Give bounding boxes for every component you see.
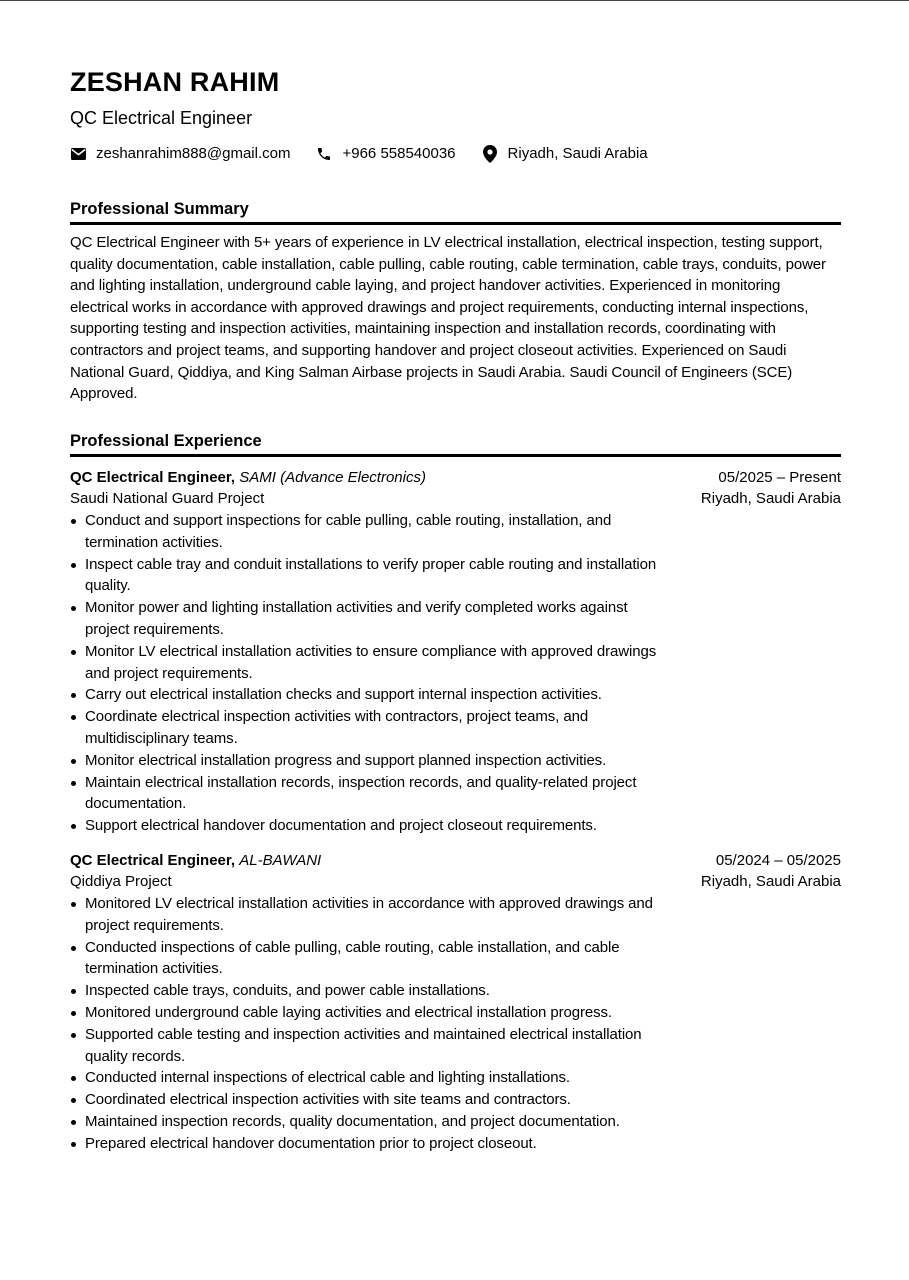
candidate-name: ZESHAN RAHIM bbox=[70, 67, 280, 97]
job-right bbox=[701, 850, 841, 893]
phone-text: +966 558540036 bbox=[342, 145, 456, 162]
email-text: zeshanrahim888@gmail.com bbox=[96, 145, 291, 162]
summary-text: QC Electrical Engineer with 5+ years of experience in LV electrical installation, electrical inspection, testing support, quality documentation, cable installation, cable pulling, cable routing, cable termination, cable trays, conduits, power and lighting installation, underground cable laying, and project handover activities. Experienced in monitoring electrical works in accordance with approved drawings and project requirements, conducting internal inspections, supporting testing and inspection activities, maintaining inspection and installation records, coordinating with contractors and project teams, and supporting handover and project closeout activities. Experienced on Saudi National Guard, Qiddiya, and King Salman Airbase projects in Saudi Arabia. Saudi Council of Engineers (SCE) Approved. bbox=[70, 234, 826, 403]
job-entry bbox=[70, 850, 841, 1155]
bullet-item: Monitored LV electrical installation activities in accordance with approved drawings and project requirements. bbox=[70, 893, 660, 937]
contact-row bbox=[70, 144, 841, 164]
experience-section bbox=[70, 430, 841, 1155]
phone-icon bbox=[316, 146, 332, 162]
top-border bbox=[0, 0, 909, 1]
location-text: Riyadh, Saudi Arabia bbox=[507, 145, 648, 162]
summary-heading: Professional Summary bbox=[70, 198, 841, 225]
job-left bbox=[70, 467, 426, 510]
job-bullets bbox=[70, 893, 660, 1155]
job-dates: 05/2024 – 05/2025 bbox=[715, 851, 841, 869]
bullet-item: Coordinated electrical inspection activities with site teams and contractors. bbox=[70, 1089, 660, 1111]
job-company: SAMI (Advance Electronics) bbox=[239, 468, 426, 486]
job-entry bbox=[70, 467, 841, 837]
job-header bbox=[70, 850, 841, 893]
bullet-item: Conducted inspections of cable pulling, cable routing, cable installation, and cable termination activities. bbox=[70, 937, 660, 981]
bullet-item: Conducted internal inspections of electrical cable and lighting installations. bbox=[70, 1067, 660, 1089]
experience-heading: Professional Experience bbox=[70, 430, 841, 457]
bullet-item: Monitor LV electrical installation activities to ensure compliance with approved drawings and project requirements. bbox=[70, 641, 660, 685]
summary-section bbox=[70, 198, 841, 405]
job-location: Riyadh, Saudi Arabia bbox=[700, 490, 841, 508]
bullet-item: Maintain electrical installation records, inspection records, and quality-related project documentation. bbox=[70, 772, 660, 816]
bullet-item: Prepared electrical handover documentation prior to project closeout. bbox=[70, 1133, 660, 1155]
bullet-item: Inspected cable trays, conduits, and power cable installations. bbox=[70, 980, 660, 1002]
job-dates: 05/2025 – Present bbox=[718, 468, 841, 486]
bullet-item: Supported cable testing and inspection activities and maintained electrical installation quality records. bbox=[70, 1024, 660, 1068]
envelope-icon bbox=[70, 146, 86, 162]
job-project: Qiddiya Project bbox=[70, 873, 172, 891]
job-company: AL-BAWANI bbox=[239, 851, 322, 869]
bullet-item: Monitored underground cable laying activities and electrical installation progress. bbox=[70, 1002, 660, 1024]
job-bullets bbox=[70, 510, 660, 837]
contact-email[interactable] bbox=[70, 144, 290, 164]
bullet-item: Conduct and support inspections for cable pulling, cable routing, installation, and termination activities. bbox=[70, 510, 660, 554]
resume-page bbox=[70, 64, 841, 1155]
contact-phone[interactable] bbox=[316, 144, 455, 164]
job-role: QC Electrical Engineer, bbox=[70, 851, 236, 869]
candidate-title: QC Electrical Engineer bbox=[70, 108, 253, 128]
job-role: QC Electrical Engineer, bbox=[70, 468, 236, 486]
job-right bbox=[701, 467, 841, 510]
bullet-item: Support electrical handover documentation and project closeout requirements. bbox=[70, 815, 660, 837]
contact-location bbox=[482, 144, 648, 164]
bullet-item: Carry out electrical installation checks and support internal inspection activities. bbox=[70, 684, 660, 706]
map-pin-icon bbox=[482, 146, 498, 162]
bullet-item: Inspect cable tray and conduit installations to verify proper cable routing and installation quality. bbox=[70, 554, 660, 598]
job-header bbox=[70, 467, 841, 510]
bullet-item: Monitor electrical installation progress and support planned inspection activities. bbox=[70, 750, 660, 772]
job-project: Saudi National Guard Project bbox=[70, 490, 265, 508]
job-location: Riyadh, Saudi Arabia bbox=[700, 873, 841, 891]
bullet-item: Monitor power and lighting installation activities and verify completed works against project requirements. bbox=[70, 597, 660, 641]
bullet-item: Coordinate electrical inspection activities with contractors, project teams, and multidisciplinary teams. bbox=[70, 706, 660, 750]
job-left bbox=[70, 850, 321, 893]
bullet-item: Maintained inspection records, quality documentation, and project documentation. bbox=[70, 1111, 660, 1133]
